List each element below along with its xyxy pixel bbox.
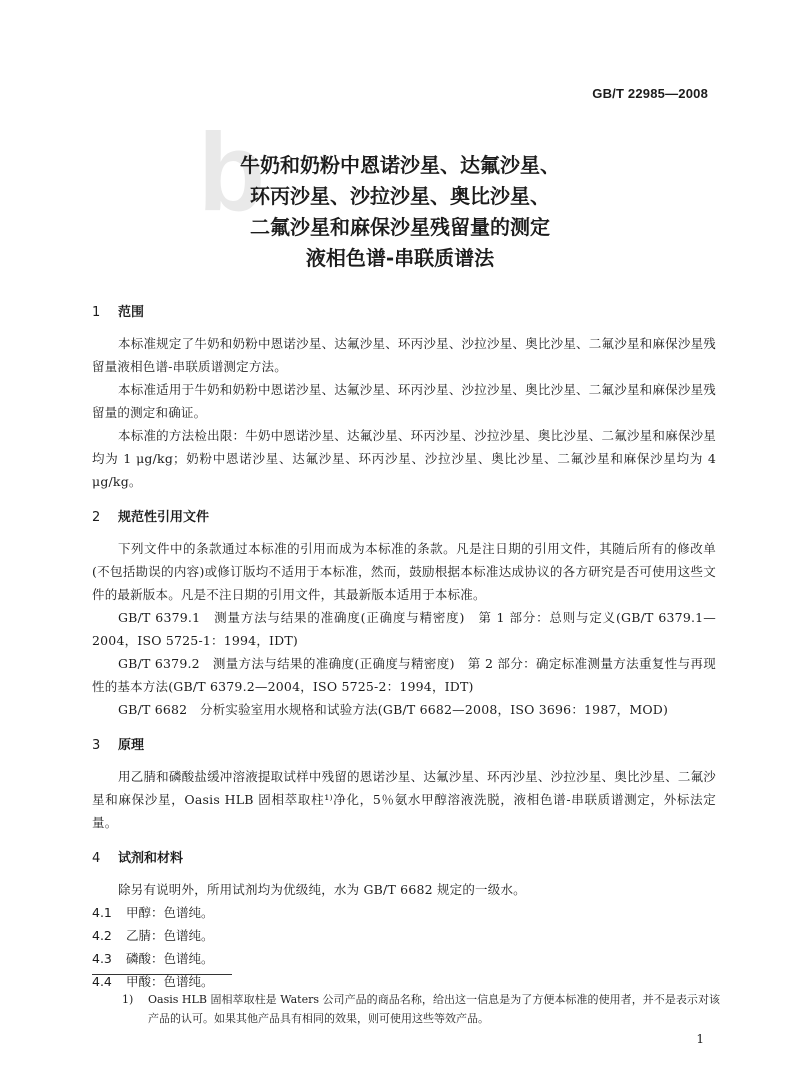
page-number: 1 [696, 1032, 704, 1046]
section-normative-references [92, 507, 716, 721]
section-title: 原理 [118, 738, 145, 753]
item-text: 磷酸：色谱纯。 [126, 951, 214, 966]
title-line: 环丙沙星、沙拉沙星、奥比沙星、 [250, 184, 550, 208]
paragraph: 用乙腈和磷酸盐缓冲溶液提取试样中残留的恩诺沙星、达氟沙星、环丙沙星、沙拉沙星、奥比沙星、二氟沙星和麻保沙星，Oasis HLB 固相萃取柱¹⁾净化，5％氨水甲醇溶液洗脱，液相色谱-串联质谱测定，外标法定量。 [92, 769, 716, 830]
item-number: 4.1 [92, 905, 112, 920]
document-title [0, 150, 800, 274]
title-line: 牛奶和奶粉中恩诺沙星、达氟沙星、 [240, 153, 560, 177]
footnote-mark: 1) [122, 993, 134, 1006]
item-number: 4.2 [92, 928, 112, 943]
section-reagents [92, 848, 716, 993]
reference-entry: GB/T 6379.1 测量方法与结果的准确度(正确度与精密度) 第 1 部分：总则与定义(GB/T 6379.1—2004，ISO 5725-1：1994，IDT) [92, 610, 716, 648]
title-line: 二氟沙星和麻保沙星残留量的测定 [250, 215, 550, 239]
paragraph: 本标准规定了牛奶和奶粉中恩诺沙星、达氟沙星、环丙沙星、沙拉沙星、奥比沙星、二氟沙星和麻保沙星残留量液相色谱-串联质谱测定方法。 [92, 336, 716, 374]
section-heading [92, 735, 716, 757]
list-item [92, 970, 716, 993]
section-heading [92, 302, 716, 324]
section-principle [92, 735, 716, 834]
item-text: 乙腈：色谱纯。 [126, 928, 214, 943]
reference-entry: GB/T 6379.2 测量方法与结果的准确度(正确度与精密度) 第 2 部分：确定标准测量方法重复性与再现性的基本方法(GB/T 6379.2—2004，ISO 5725-2：1994，IDT) [92, 656, 716, 694]
item-number: 4.3 [92, 951, 112, 966]
section-number: 4 [92, 851, 101, 866]
list-item [92, 924, 716, 947]
list-item [92, 947, 716, 970]
section-number: 2 [92, 510, 101, 525]
paragraph: 除另有说明外，所用试剂均为优级纯，水为 GB/T 6682 规定的一级水。 [118, 882, 526, 897]
footnote [122, 990, 720, 1028]
standard-code: GB/T 22985—2008 [592, 86, 708, 101]
section-heading [92, 848, 716, 870]
item-number: 4.4 [92, 974, 112, 989]
paragraph: 本标准适用于牛奶和奶粉中恩诺沙星、达氟沙星、环丙沙星、沙拉沙星、奥比沙星、二氟沙星和麻保沙星残留量的测定和确证。 [92, 382, 716, 420]
section-heading [92, 507, 716, 529]
section-title: 范围 [118, 305, 145, 320]
document-body [92, 302, 716, 993]
section-number: 1 [92, 305, 101, 320]
reference-entry: GB/T 6682 分析实验室用水规格和试验方法(GB/T 6682—2008，ISO 3696：1987，MOD) [118, 702, 669, 717]
footnote-text: Oasis HLB 固相萃取柱是 Waters 公司产品的商品名称，给出这一信息是为了方便本标准的使用者，并不是表示对该产品的认可。如果其他产品具有相同的效果，则可使用这些等效产品。 [148, 993, 720, 1025]
paragraph: 本标准的方法检出限：牛奶中恩诺沙星、达氟沙星、环丙沙星、沙拉沙星、奥比沙星、二氟沙星和麻保沙星均为 1 μg/kg；奶粉中恩诺沙星、达氟沙星、环丙沙星、沙拉沙星、奥比沙星、二氟沙星和麻保沙星均为 4 μg/kg。 [92, 428, 716, 489]
item-text: 甲酸：色谱纯。 [126, 974, 214, 989]
title-line: 液相色谱-串联质谱法 [305, 246, 495, 270]
list-item [92, 901, 716, 924]
section-title: 规范性引用文件 [118, 510, 210, 525]
item-text: 甲醇：色谱纯。 [126, 905, 214, 920]
section-title: 试剂和材料 [118, 851, 184, 866]
paragraph: 下列文件中的条款通过本标准的引用而成为本标准的条款。凡是注日期的引用文件，其随后所有的修改单(不包括勘误的内容)或修订版均不适用于本标准，然而，鼓励根据本标准达成协议的各方研究是否可使用这些文件的最新版本。凡是不注日期的引用文件，其最新版本适用于本标准。 [92, 541, 716, 602]
watermark: b [198, 111, 274, 234]
section-number: 3 [92, 738, 101, 753]
section-scope [92, 302, 716, 493]
